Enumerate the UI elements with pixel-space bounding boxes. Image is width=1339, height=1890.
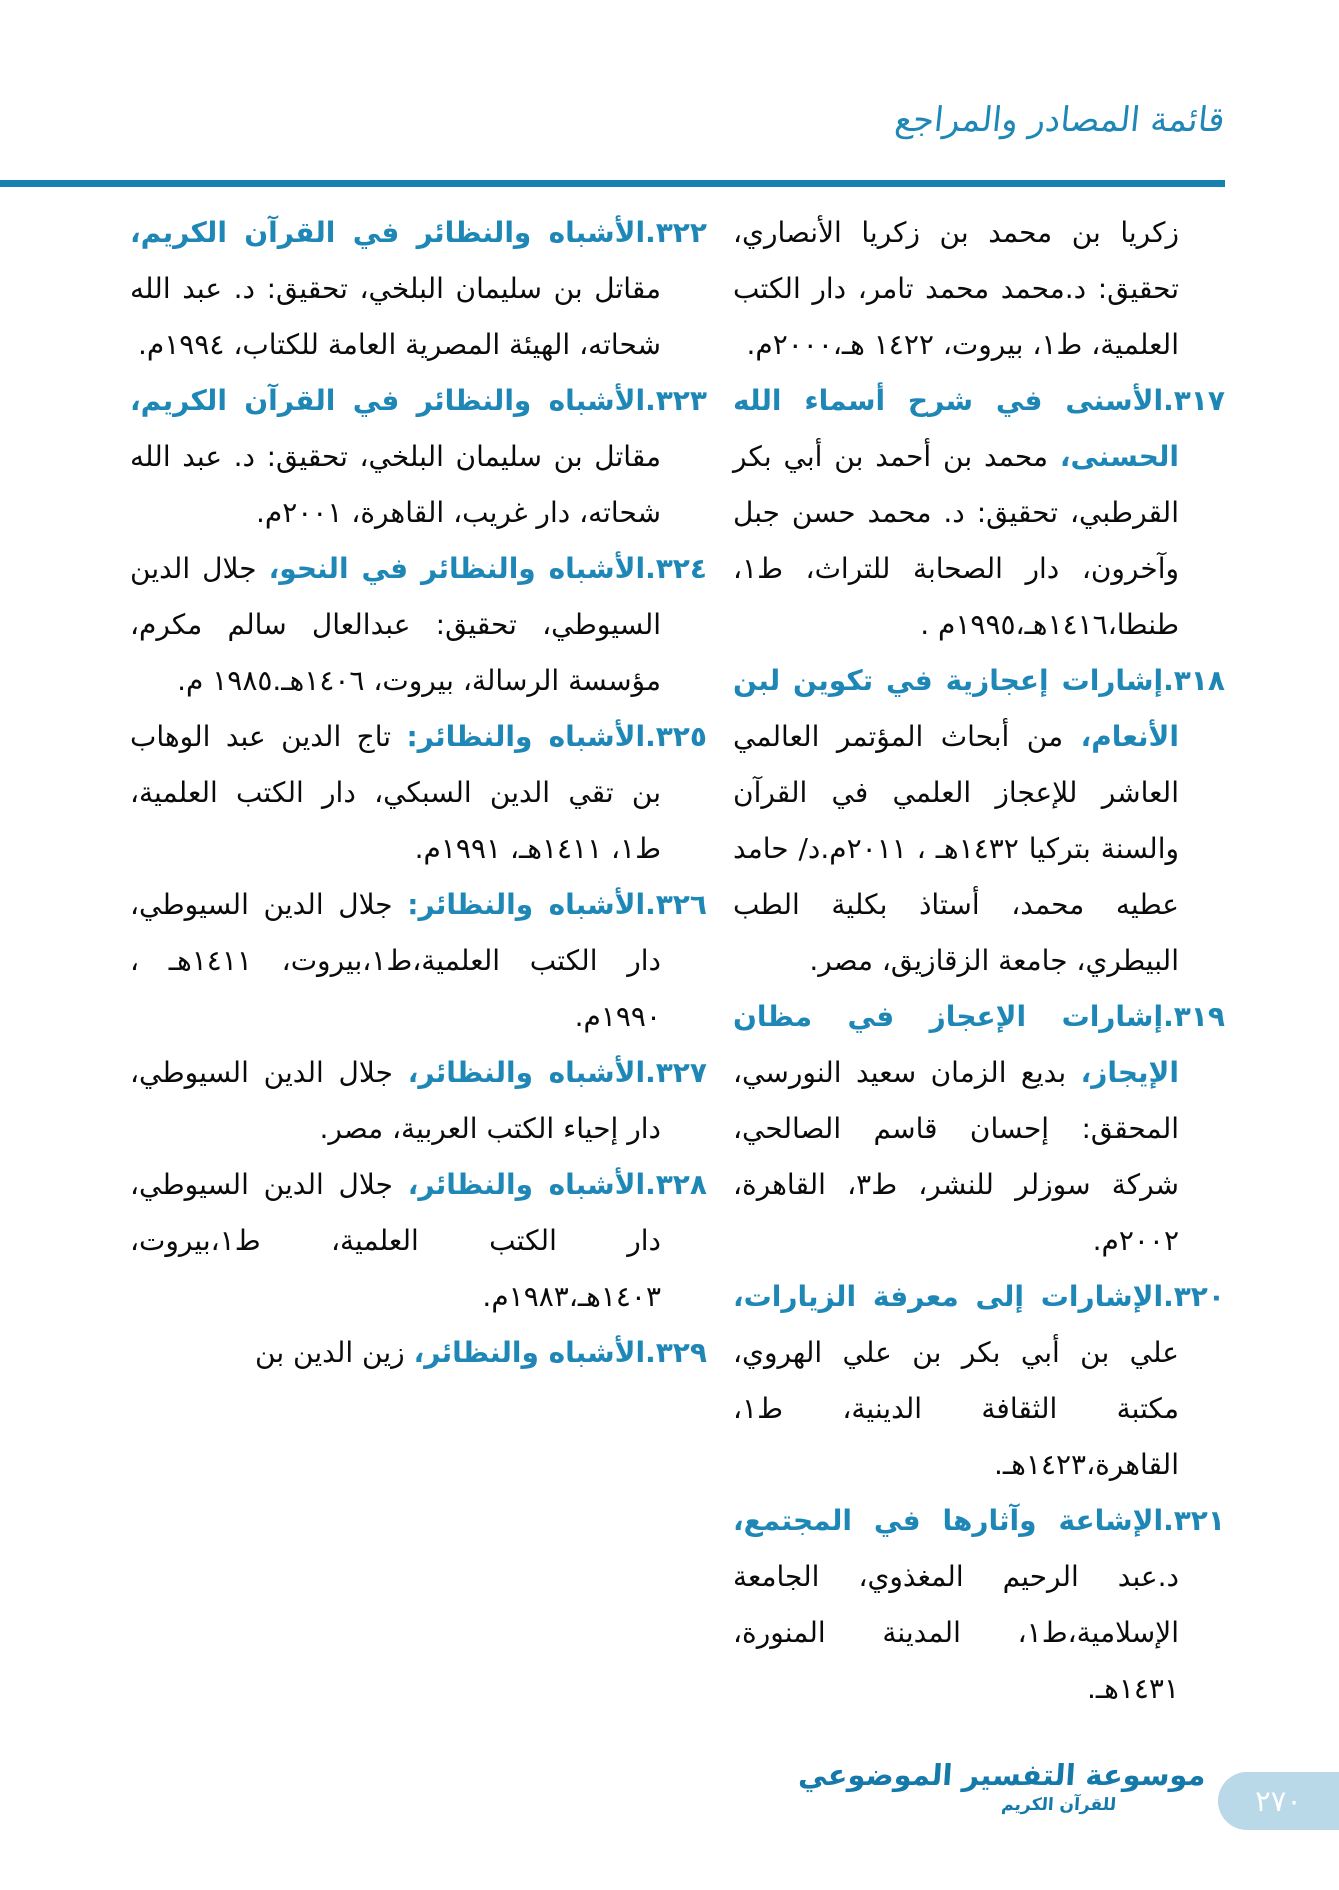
page-title: قائمة المصادر والمراجع — [893, 100, 1228, 140]
entry-number: ٣٢٤. — [645, 552, 707, 585]
entry-number: ٣٢٧. — [645, 1056, 707, 1089]
reference-entry-319 — [733, 989, 1225, 1269]
references-list — [130, 205, 1225, 1717]
entry-number: ٣٢٨. — [645, 1168, 707, 1201]
entry-body: من أبحاث المؤتمر العالمي العاشر للإعجاز العلمي في القرآن والسنة بتركيا ١٤٣٢هـ ، ٢٠١١م.د/ حامد عطيه محمد، أستاذ بكلية الطب البيطري، جامعة الزقازيق، مصر. — [733, 720, 1180, 977]
entry-number: ٣٢٠. — [1163, 1280, 1225, 1313]
entry-title: إشارات إعجازية في تكوين لبن الأنعام، — [733, 664, 1179, 753]
entry-title: الأشباه والنظائر في النحو، — [268, 552, 646, 585]
entry-number: ٣١٨. — [1163, 664, 1225, 697]
reference-entry-321 — [733, 1493, 1225, 1717]
reference-entry-320 — [733, 1269, 1225, 1493]
logo-calligraphy-title: موسوعة التفسير الموضوعي — [797, 1758, 1207, 1792]
entry-body: تاج الدين عبد الوهاب بن تقي الدين السبكي، دار الكتب العلمية، ط١، ١٤١١هـ، ١٩٩١م. — [130, 720, 661, 865]
page-number: ٢٧٠ — [1255, 1784, 1302, 1818]
entry-body: مقاتل بن سليمان البلخي، تحقيق: د. عبد الله شحاته، دار غريب، القاهرة، ٢٠٠١م. — [130, 440, 661, 529]
entry-number: ٣١٩. — [1163, 1000, 1225, 1033]
entry-body: مقاتل بن سليمان البلخي، تحقيق: د. عبد الله شحاته، الهيئة المصرية العامة للكتاب، ١٩٩٤م. — [130, 272, 661, 361]
entry-title: الأشباه والنظائر: — [407, 888, 646, 921]
entry-body: د.عبد الرحيم المغذوي، الجامعة الإسلامية،ط١، المدينة المنورة، ١٤٣١هـ. — [733, 1560, 1179, 1705]
entry-body: علي بن أبي بكر بن علي الهروي، مكتبة الثقافة الدينية، ط١، القاهرة،١٤٢٣هـ. — [733, 1336, 1179, 1481]
entry-number: ٣٢٢. — [645, 216, 707, 249]
logo-calligraphy-subtitle: للقرآن الكريم — [1000, 1795, 1117, 1815]
page-number-badge — [1218, 1772, 1339, 1830]
entry-body: جلال الدين السيوطي، دار إحياء الكتب العربية، مصر. — [130, 1056, 661, 1145]
entry-body: زين الدين بن — [255, 1336, 405, 1369]
reference-entry-329 — [130, 1325, 707, 1381]
entry-body: محمد بن أحمد بن أبي بكر القرطبي، تحقيق: د. محمد حسن جبل وآخرون، دار الصحابة للتراث، ط١، طنطا،١٤١٦هـ،١٩٩٥م . — [733, 440, 1179, 641]
entry-title: الإشاعة وآثارها في المجتمع، — [733, 1504, 1164, 1537]
reference-entry-326 — [130, 877, 707, 1045]
entry-title: إشارات الإعجاز في مظان الإيجاز، — [733, 1000, 1180, 1089]
entry-title: الأسنى في شرح أسماء الله الحسنى، — [733, 384, 1179, 473]
entry-title: الأشباه والنظائر، — [407, 1168, 646, 1201]
entry-number: ٣٢٩. — [645, 1336, 707, 1369]
entry-body: زكريا بن محمد بن زكريا الأنصاري، تحقيق: د.محمد محمد تامر، دار الكتب العلمية، ط١، بيروت، ١٤٢٢ هـ،٢٠٠٠م. — [733, 216, 1179, 361]
entry-body: جلال الدين السيوطي، دار الكتب العلمية،ط١،بيروت، ١٤١١هـ ، ١٩٩٠م. — [130, 888, 661, 1033]
reference-entry-328 — [130, 1157, 707, 1325]
publisher-logo — [797, 1758, 1207, 1815]
references-column-left — [130, 205, 707, 1717]
entry-title: الأشباه والنظائر: — [406, 720, 646, 753]
entry-number: ٣٢١. — [1163, 1504, 1225, 1537]
entry-title: الأشباه والنظائر، — [407, 1056, 646, 1089]
reference-entry-continuation — [733, 205, 1225, 373]
reference-entry-322 — [130, 205, 707, 373]
entry-number: ٣٢٥. — [645, 720, 707, 753]
entry-title: الأشباه والنظائر في القرآن الكريم، — [130, 216, 646, 249]
entry-body: جلال الدين السيوطي، دار الكتب العلمية، ط١،بيروت، ١٤٠٣هـ،١٩٨٣م. — [130, 1168, 661, 1313]
reference-entry-327 — [130, 1045, 707, 1157]
reference-entry-325 — [130, 709, 707, 877]
header-rule — [0, 180, 1225, 187]
references-column-right — [733, 205, 1225, 1717]
entry-body: جلال الدين السيوطي، تحقيق: عبدالعال سالم مكرم، مؤسسة الرسالة، بيروت، ١٤٠٦هـ.١٩٨٥ م. — [130, 552, 661, 697]
reference-entry-318 — [733, 653, 1225, 989]
entry-number: ٣٢٦. — [645, 888, 707, 921]
entry-number: ٣١٧. — [1163, 384, 1225, 417]
entry-title: الأشباه والنظائر في القرآن الكريم، — [130, 384, 646, 417]
entry-title: الأشباه والنظائر، — [413, 1336, 646, 1369]
reference-entry-317 — [733, 373, 1225, 653]
entry-title: الإشارات إلى معرفة الزيارات، — [733, 1280, 1164, 1313]
entry-number: ٣٢٣. — [645, 384, 707, 417]
reference-entry-324 — [130, 541, 707, 709]
entry-body: بديع الزمان سعيد النورسي، المحقق: إحسان قاسم الصالحي، شركة سوزلر للنشر، ط٣، القاهرة، ٢٠٠٢م. — [733, 1056, 1179, 1257]
reference-entry-323 — [130, 373, 707, 541]
